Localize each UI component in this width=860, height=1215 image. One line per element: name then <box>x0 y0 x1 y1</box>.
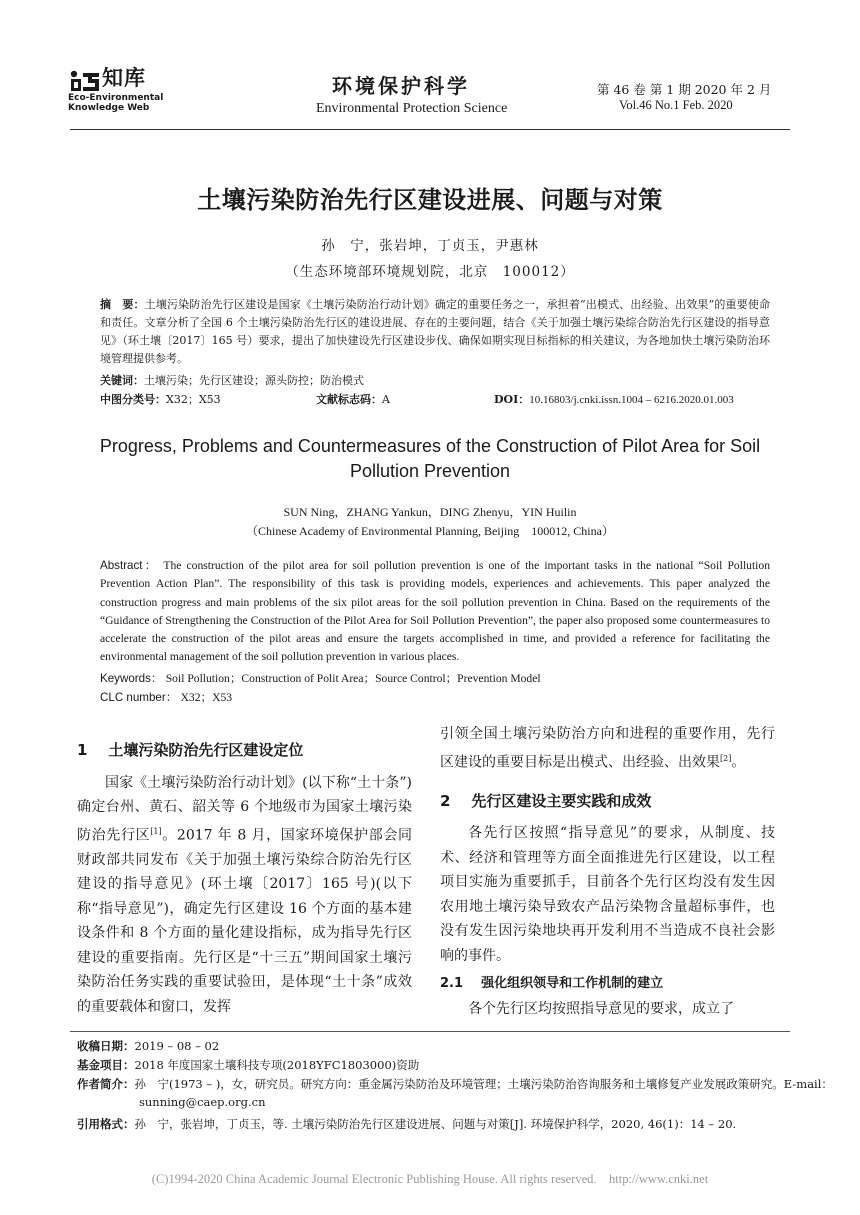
journal-title-en: Environmental Protection Science <box>316 101 508 116</box>
section-2-number: 2 <box>440 791 451 810</box>
header-rule <box>70 129 790 130</box>
right-column <box>440 722 775 1021</box>
section-2-1-heading <box>440 972 775 997</box>
clc-cn-label: 中图分类号： <box>100 393 166 406</box>
section-1-title: 土壤污染防治先行区建设定位 <box>108 741 304 759</box>
section-1-number: 1 <box>77 741 88 759</box>
authors-en: SUN Ning，ZHANG Yankun，DING Zhenyu，YIN Huilin <box>283 505 577 519</box>
footnote-fund <box>77 1056 419 1074</box>
section-2-1-title: 强化组织领导和工作机制的建立 <box>481 976 664 992</box>
received-date: 2019 – 08 – 02 <box>134 1039 220 1053</box>
footnote-author <box>77 1075 839 1111</box>
clc-cn-value: X32；X53 <box>166 393 221 406</box>
keywords-cn-text: 土壤污染；先行区建设；源头防控；防治模式 <box>144 374 364 387</box>
abstract-cn <box>100 296 770 368</box>
clc-cn <box>100 391 221 407</box>
logo-text-cn: 知库 <box>102 66 146 90</box>
abstract-en-label: Abstract： <box>100 559 159 572</box>
journal-issue-cn: 第 46 卷 第 1 期 2020 年 2 月 <box>597 82 772 97</box>
article-title-cn: 土壤污染防治先行区建设进展、问题与对策 <box>197 186 663 214</box>
keywords-cn <box>100 372 770 388</box>
copyright-notice: (C)1994-2020 China Academic Journal Electronic Publishing House. All rights reserved. http://www.cnki.net <box>151 1172 709 1186</box>
section-2-1-paragraph: 各个先行区均按照指导意见的要求，成立了 <box>468 1000 734 1017</box>
section-1-text-b: 。2017 年 8 月，国家环境保护部会同财政部共同发布《关于加强土壤污染综合防治先行区建设的指导意见》(环土壤〔2017〕165 号)(以下称“指导意见”)，确定先行区建设 16 个方面的基本建设条件和 8 个方面的量化建设指标，成为指导先行区建设的重要指南。先行区是“十三五”期间国家土壤污染防治任务实践的重要试验田，是体现“土十条”成效的重要载体和窗口，发挥 <box>77 827 412 1015</box>
clc-en-label: CLC number： <box>100 691 178 704</box>
keywords-cn-label: 关键词： <box>100 374 144 387</box>
footnote-received <box>77 1037 219 1055</box>
journal-issue-en: Vol.46 No.1 Feb. 2020 <box>619 98 733 112</box>
doi-label: DOI： <box>494 393 530 406</box>
left-column <box>77 738 412 1019</box>
section-2-1-number: 2.1 <box>440 976 464 992</box>
abstract-en-text: The construction of the pilot area for soil pollution prevention is one of the important tasks in the national “Soil Pollution Prevention Action Plan”. The responsibility of this task is providing models, experiences and achievements. This paper analyzed the construction progress and main problems of the six pilot areas for the soil pollution prevention in China. Based on the requirements of the “Guidance of Strengthening the Construction of the Pilot Area for Soil Pollution Prevention”, the paper also proposed some countermeasures to accelerate the construction of the pilot areas and ensure the targets accomplished in time, and provided a reference for facilitating the environmental management of the soil pollution prevention in various places. <box>100 559 770 664</box>
logo-text-en-2: Knowledge Web <box>68 102 150 113</box>
doc-code-label: 文献标志码： <box>316 393 382 406</box>
section-1-text-a: 国家《土壤污染防治行动计划》(以下称“土十条”)确定台州、黄石、韶关等 6 个地级市为国家土壤污染防治先行区 <box>77 774 412 844</box>
affiliation-cn: （生态环境部环境规划院，北京 100012） <box>285 264 575 280</box>
continued-text-b: 。 <box>731 754 746 771</box>
keywords-en-label: Keywords： <box>100 672 163 685</box>
doc-code <box>316 391 390 407</box>
continued-paragraph <box>440 722 775 775</box>
received-label: 收稿日期： <box>77 1039 135 1053</box>
journal-logo <box>68 62 178 122</box>
fund-text: 2018 年度国家土壤科技专项(2018YFC1803000)资助 <box>134 1058 420 1072</box>
authors-cn: 孙 宁，张岩坤，丁贞玉，尹惠林 <box>321 238 539 254</box>
footnote-rule <box>70 1031 790 1032</box>
section-1-paragraph <box>77 771 412 1020</box>
cite-label: 引用格式： <box>77 1117 135 1131</box>
doc-code-value: A <box>382 393 390 406</box>
abstract-cn-label: 摘 要： <box>100 298 145 311</box>
author-bio: 孙 宁(1973 – )，女，研究员。研究方向：重金属污染防治及环境管理；土壤污染防治咨询服务和土壤修复产业发展政策研究。E-mail：sunning@caep.org.cn <box>134 1077 833 1109</box>
ref-2[interactable]: [2] <box>720 753 732 763</box>
cite-text: 孙 宁，张岩坤，丁贞玉，等. 土壤污染防治先行区建设进展、问题与对策[J]. 环境保护科学，2020, 46(1)：14 – 20. <box>134 1117 737 1131</box>
logo-text-en-1: Eco-Environmental <box>68 92 164 103</box>
abstract-cn-text: 土壤污染防治先行区建设是国家《土壤污染防治行动计划》确定的重要任务之一，承担着“出模式、出经验、出效果”的重要使命和责任。文章分析了全国 6 个土壤污染防治先行区的建设进展、存在的主要问题，结合《关于加强土壤污染综合防治先行区建设的指导意见》（环土壤〔2017〕165 号）要求，提出了加快建设先行区建设步伐、确保如期实现目标指标的相关建议，为各地加快土壤污染防治环境管理提供参考。 <box>100 298 770 365</box>
continued-text-a: 引领全国土壤污染防治方向和进程的重要作用，先行区建设的重要目标是出模式、出经验、出效果 <box>440 726 775 771</box>
doi <box>494 391 734 407</box>
clc-en <box>100 689 232 705</box>
keywords-en <box>100 670 541 686</box>
doi-link[interactable]: 10.16803/j.cnki.issn.1004 – 6216.2020.01.003 <box>529 394 734 406</box>
journal-title-cn: 环境保护科学 <box>332 74 470 98</box>
article-title-en: Progress, Problems and Countermeasures of the Construction of Pilot Area for Soil Pollution Prevention <box>99 436 761 481</box>
section-2-paragraph: 各先行区按照“指导意见”的要求，从制度、技术、经济和管理等方面全面推进先行区建设，以工程项目实施为重要抓手，目前各个先行区均没有发生因农用地土壤污染导致农产品污染物含量超标事件，也没有发生因污染地块再开发利用不当造成不良社会影响的事件。 <box>440 825 775 964</box>
section-2-heading <box>440 789 775 814</box>
affiliation-en: （Chinese Academy of Environmental Planning, Beijing 100012, China） <box>246 524 614 538</box>
ref-1[interactable]: [1] <box>150 826 162 836</box>
fund-label: 基金项目： <box>77 1058 135 1072</box>
section-2-title: 先行区建设主要实践和成效 <box>471 791 652 810</box>
clc-en-value: X32；X53 <box>180 691 233 704</box>
footnote-citation <box>77 1115 797 1133</box>
keywords-en-text: Soil Pollution；Construction of Polit Area；Source Control；Prevention Model <box>165 672 541 685</box>
author-label: 作者简介： <box>77 1077 135 1091</box>
abstract-en <box>100 557 770 667</box>
section-1-heading <box>77 738 412 763</box>
baifang-logo-icon <box>68 69 102 93</box>
